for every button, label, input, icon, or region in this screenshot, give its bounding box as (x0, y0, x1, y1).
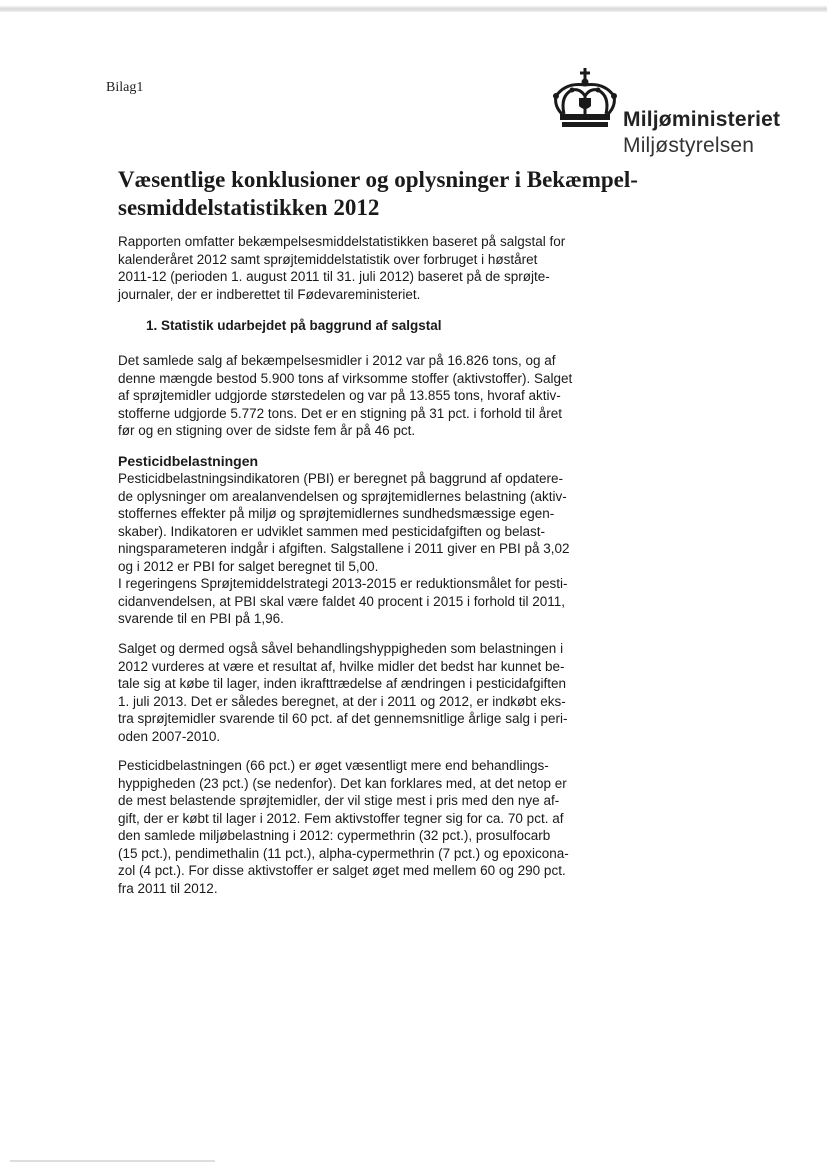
text-line: cidanvendelsen, at PBI skal være faldet 40 procent i 2015 i forhold til 2011, (118, 593, 566, 609)
title-line: sesmiddelstatistikken 2012 (118, 195, 380, 220)
text-line: Det samlede salg af bekæmpelsesmidler i 2012 var på 16.826 tons, og af (118, 353, 556, 368)
text-line: zol (4 pct.). For disse aktivstoffer er salget øget med mellem 60 og 290 pct. (118, 863, 566, 878)
intro-paragraph (118, 233, 638, 303)
text-line: kalenderåret 2012 samt sprøjtemiddelstatistik over forbruget i høståret (118, 251, 538, 267)
sub-heading: Pesticidbelastningen (118, 453, 259, 469)
stockpiling-paragraph (118, 640, 638, 745)
text-line: stofferne udgjorde 5.772 tons. Det er en stigning på 31 pct. i forhold til året (118, 405, 563, 421)
text-line: (15 pct.), pendimethalin (11 pct.), alpha-cypermethrin (7 pct.) og epoxicona- (118, 845, 569, 861)
text-line: tale sig at købe til lager, inden ikrafttrædelse af ændringen i pesticidafgiften (118, 676, 566, 691)
document-title (118, 166, 658, 222)
agency-name: Miljøstyrelsen (623, 134, 755, 157)
text-line: gift, der er købt til lager i 2012. Fem aktivstoffer tegner sig for ca. 70 pct. af (118, 810, 564, 826)
title-line: Væsentlige konklusioner og oplysninger i Bekæmpel- (118, 167, 638, 192)
text-line: 1. juli 2013. Det er således beregnet, at der i 2011 og 2012, er indkøbt eks- (118, 693, 566, 709)
royal-crown-icon (550, 66, 620, 132)
text-line: Salget og dermed også såvel behandlingshyppigheden som belastningen i (118, 641, 564, 656)
text-line: Pesticidbelastningsindikatoren (PBI) er beregnet på baggrund af opdatere- (118, 471, 564, 486)
scan-artifact-bottom (10, 1160, 215, 1162)
text-line: 2011-12 (perioden 1. august 2011 til 31. juli 2012) baseret på de sprøjte- (118, 269, 550, 284)
annex-label: Bilag1 (106, 80, 144, 95)
text-line: før og en stigning over de sidste fem år på 46 pct. (118, 423, 416, 438)
section-heading: 1. Statistik udarbejdet på baggrund af salgstal (146, 318, 442, 333)
text-line: skaber). Indikatoren er udviklet sammen med pesticidafgiften og belast- (118, 523, 545, 539)
ministry-name: Miljøministeriet (623, 108, 781, 131)
text-line: denne mængde bestod 5.900 tons af virksomme stoffer (aktivstoffer). Salget (118, 370, 573, 386)
text-line: og i 2012 er PBI for salget beregnet til 5,00. (118, 558, 379, 574)
text-line: de mest belastende sprøjtemidler, der vil stige mest i pris med den nye af- (118, 793, 560, 808)
text-line: hyppigheden (23 pct.) (se nedenfor). Det kan forklares med, at det netop er (118, 775, 567, 791)
text-line: oden 2007-2010. (118, 728, 221, 744)
text-line: fra 2011 til 2012. (118, 880, 218, 896)
load-paragraph (118, 757, 638, 897)
pbi-paragraph (118, 470, 638, 628)
sales-paragraph (118, 352, 638, 440)
scan-artifact-top (0, 6, 827, 12)
text-line: ningsparameteren indgår i afgiften. Salgstallene i 2011 giver en PBI på 3,02 (118, 541, 570, 556)
text-line: af sprøjtemidler udgjorde størstedelen og var på 13.855 tons, hvoraf aktiv- (118, 388, 561, 403)
text-line: svarende til en PBI på 1,96. (118, 611, 284, 626)
text-line: 2012 vurderes at være et resultat af, hvilke midler det bedst har kunnet be- (118, 658, 565, 674)
text-line: Rapporten omfatter bekæmpelsesmiddelstatistikken baseret på salgstal for (118, 234, 566, 249)
text-line: Pesticidbelastningen (66 pct.) er øget væsentligt mere end behandlings- (118, 758, 549, 773)
text-line: I regeringens Sprøjtemiddelstrategi 2013-2015 er reduktionsmålet for pesti- (118, 576, 568, 591)
text-line: stoffernes effekter på miljø og sprøjtemidlernes sundhedsmæssige egen- (118, 506, 555, 521)
text-line: tra sprøjtemidler svarende til 60 pct. af det gennemsnitlige årlige salg i peri- (118, 711, 568, 726)
text-line: journaler, der er indberettet til Fødevareministeriet. (118, 286, 421, 302)
text-line: den samlede miljøbelastning i 2012: cypermethrin (32 pct.), prosulfocarb (118, 828, 551, 843)
text-line: de oplysninger om arealanvendelsen og sprøjtemidlernes belastning (aktiv- (118, 488, 567, 504)
